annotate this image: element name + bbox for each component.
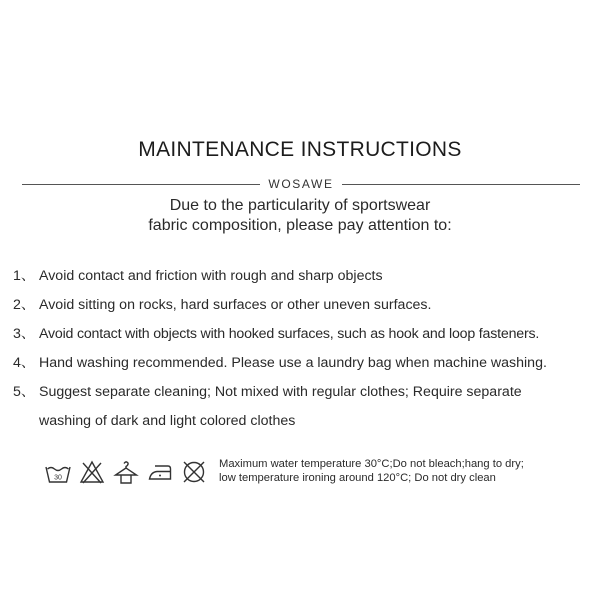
intro-line-2: fabric composition, please pay attention to: xyxy=(148,217,452,234)
hang-dry-icon xyxy=(112,458,140,486)
intro-line-1: Due to the particularity of sportswear xyxy=(169,197,431,214)
care-instructions-text xyxy=(219,457,524,485)
item-text: Avoid sitting on rocks, hard surfaces or other uneven surfaces. xyxy=(39,297,432,313)
item-text: Avoid contact with objects with hooked surfaces, such as hook and loop fasteners. xyxy=(39,326,540,342)
wash-temperature-label: 30 xyxy=(54,474,62,482)
divider-line-left xyxy=(22,184,260,185)
item-number: 1、 xyxy=(13,268,36,284)
page-title: MAINTENANCE INSTRUCTIONS xyxy=(138,138,462,161)
care-text-line-2: low temperature ironing around 120°C; Do not dry clean xyxy=(219,472,496,484)
item-number: 2、 xyxy=(13,297,36,313)
item-text: Suggest separate cleaning; Not mixed with regular clothes; Require separate washing of dark and light colored clothes xyxy=(39,384,522,429)
no-dry-clean-icon xyxy=(180,458,208,486)
divider-line-right xyxy=(342,184,580,185)
instruction-item-4 xyxy=(13,349,593,378)
item-text: Hand washing recommended. Please use a laundry bag when machine washing. xyxy=(39,355,547,371)
instruction-item-3 xyxy=(13,320,593,349)
item-number: 4、 xyxy=(13,355,36,371)
brand-divider xyxy=(22,174,580,194)
item-text: Avoid contact and friction with rough and sharp objects xyxy=(39,268,383,284)
item-number: 5、 xyxy=(13,384,36,400)
wash-30-icon xyxy=(44,458,72,486)
instruction-list xyxy=(13,262,593,436)
item-number: 3、 xyxy=(13,326,36,342)
instruction-item-5 xyxy=(13,378,593,436)
instruction-item-2 xyxy=(13,291,593,320)
intro-text xyxy=(0,196,600,236)
low-iron-icon xyxy=(146,458,174,486)
care-text-line-1: Maximum water temperature 30°C;Do not bleach;hang to dry; xyxy=(219,458,524,470)
care-symbols xyxy=(44,455,214,489)
brand-name: WOSAWE xyxy=(268,177,334,191)
instruction-item-1 xyxy=(13,262,593,291)
no-bleach-icon xyxy=(78,458,106,486)
